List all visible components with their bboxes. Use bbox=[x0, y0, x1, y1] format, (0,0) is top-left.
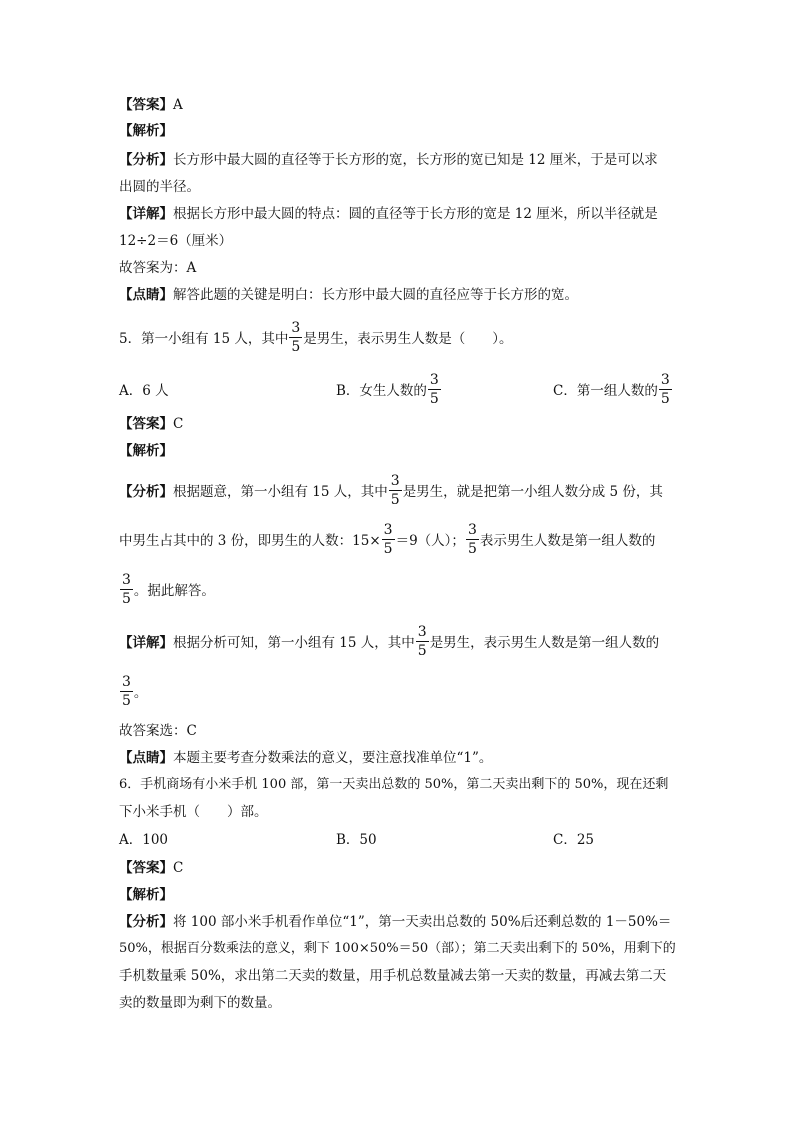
fraction: $\frac{3}{5}$ bbox=[122, 674, 131, 709]
analysis-fenxi-line: 卖的数量即为剩下的数量。 bbox=[119, 995, 281, 1011]
fenxi-tag: 【分析】 bbox=[119, 914, 173, 930]
fraction: $\frac{3}{5}$ bbox=[467, 522, 477, 557]
analysis-fenxi-line: 中男生占其中的 3 份，即男生的人数：15× $\frac{3}{5}$ ＝9（人）； $\frac{3}{5}$ 表示男生人数是第一组人数的 bbox=[119, 522, 656, 557]
fraction: $\frac{3}{5}$ bbox=[660, 372, 670, 407]
dianjing-text: 本题主要考查分数乘法的意义，要注意找准单位“1”。 bbox=[173, 750, 493, 766]
xiangjie-line bbox=[119, 204, 658, 224]
dianjing-tag: 【点睛】 bbox=[119, 287, 173, 303]
option-b: B．女生人数的 $\frac{3}{5}$ bbox=[336, 372, 439, 407]
xiangjie-line: 12÷2＝6（厘米） bbox=[119, 233, 233, 249]
fraction: $\frac{3}{5}$ bbox=[122, 572, 131, 607]
q5-stem-b: 是男生，表示男生人数是（ ）。 bbox=[303, 331, 513, 347]
answer-line bbox=[119, 858, 183, 878]
fraction: $\frac{3}{5}$ bbox=[291, 320, 301, 355]
question-5-stem bbox=[119, 322, 513, 356]
answer-value: C bbox=[173, 416, 184, 432]
analysis-heading: 【解析】 bbox=[119, 123, 173, 139]
xiangjie-tag: 【详解】 bbox=[119, 635, 173, 651]
analysis-fenxi-line: 出圆的半径。 bbox=[119, 179, 200, 195]
xiangjie-line: 【详解】根据分析可知，第一小组有 15 人，其中 $\frac{3}{5}$ 是男生，表示男生人数是第一组人数的 bbox=[119, 624, 660, 659]
option-b: B．50 bbox=[336, 832, 377, 848]
analysis-fenxi-line: 【分析】根据题意，第一小组有 15 人，其中 $\frac{3}{5}$ 是男生，就是把第一小组人数分成 5 份，其 bbox=[119, 473, 663, 508]
answer-value: A bbox=[173, 97, 183, 113]
answer-tag: 【答案】 bbox=[119, 416, 173, 432]
analysis-fenxi-line: 50%，根据百分数乘法的意义，剩下 100×50%＝50（部）；第二天卖出剩下的 50%，用剩下的 bbox=[119, 941, 676, 956]
option-a: A．100 bbox=[119, 832, 169, 848]
option-a: A．6 人 bbox=[119, 383, 169, 399]
question-6-stem: 6．手机商场有小米手机 100 部，第一天卖出总数的 50%，第二天卖出剩下的 50%，现在还剩 bbox=[119, 777, 669, 792]
fraction: $\frac{3}{5}$ bbox=[390, 473, 400, 508]
answer-line bbox=[119, 95, 183, 115]
final-answer: 故答案选：C bbox=[119, 723, 197, 739]
option-c: C．第一组人数的 $\frac{3}{5}$ bbox=[553, 372, 670, 407]
dianjing-line bbox=[119, 285, 578, 305]
answer-line bbox=[119, 414, 183, 434]
analysis-fenxi-line: 手机数量乘 50%，求出第二天卖的数量，用手机总数量减去第一天卖的数量，再减去第二天 bbox=[119, 968, 667, 984]
analysis-heading: 【解析】 bbox=[119, 443, 173, 459]
dianjing-tag: 【点睛】 bbox=[119, 750, 173, 766]
analysis-fenxi-line: 【分析】将 100 部小米手机看作单位“1”，第一天卖出总数的 50%后还剩总数的 1－50%＝ bbox=[119, 914, 672, 930]
fenxi-text: 长方形中最大圆的直径等于长方形的宽，长方形的宽已知是 12 厘米，于是可以求 bbox=[173, 152, 658, 168]
analysis-fenxi-line: $\frac{3}{5}$ 。据此解答。 bbox=[122, 572, 215, 607]
fraction: $\frac{3}{5}$ bbox=[383, 522, 393, 557]
option-c: C．25 bbox=[553, 832, 595, 848]
fraction: $\frac{3}{5}$ bbox=[429, 372, 439, 407]
final-answer: 故答案为：A bbox=[119, 260, 197, 276]
analysis-heading: 【解析】 bbox=[119, 887, 173, 903]
fenxi-tag: 【分析】 bbox=[119, 152, 173, 168]
analysis-fenxi-line bbox=[119, 150, 658, 170]
question-6-stem: 下小米手机（ ）部。 bbox=[119, 804, 268, 820]
dianjing-line bbox=[119, 748, 492, 768]
answer-tag: 【答案】 bbox=[119, 97, 173, 113]
answer-tag: 【答案】 bbox=[119, 860, 173, 876]
fraction: $\frac{3}{5}$ bbox=[417, 624, 427, 659]
xiangjie-line: $\frac{3}{5}$ 。 bbox=[122, 674, 148, 709]
xiangjie-tag: 【详解】 bbox=[119, 206, 173, 222]
dianjing-text: 解答此题的关键是明白：长方形中最大圆的直径应等于长方形的宽。 bbox=[173, 287, 578, 303]
xiangjie-text: 根据长方形中最大圆的特点：圆的直径等于长方形的宽是 12 厘米，所以半径就是 bbox=[173, 206, 658, 222]
answer-value: C bbox=[173, 860, 184, 876]
fenxi-tag: 【分析】 bbox=[119, 484, 173, 500]
q5-stem-a: 5．第一小组有 15 人，其中 bbox=[119, 331, 289, 347]
